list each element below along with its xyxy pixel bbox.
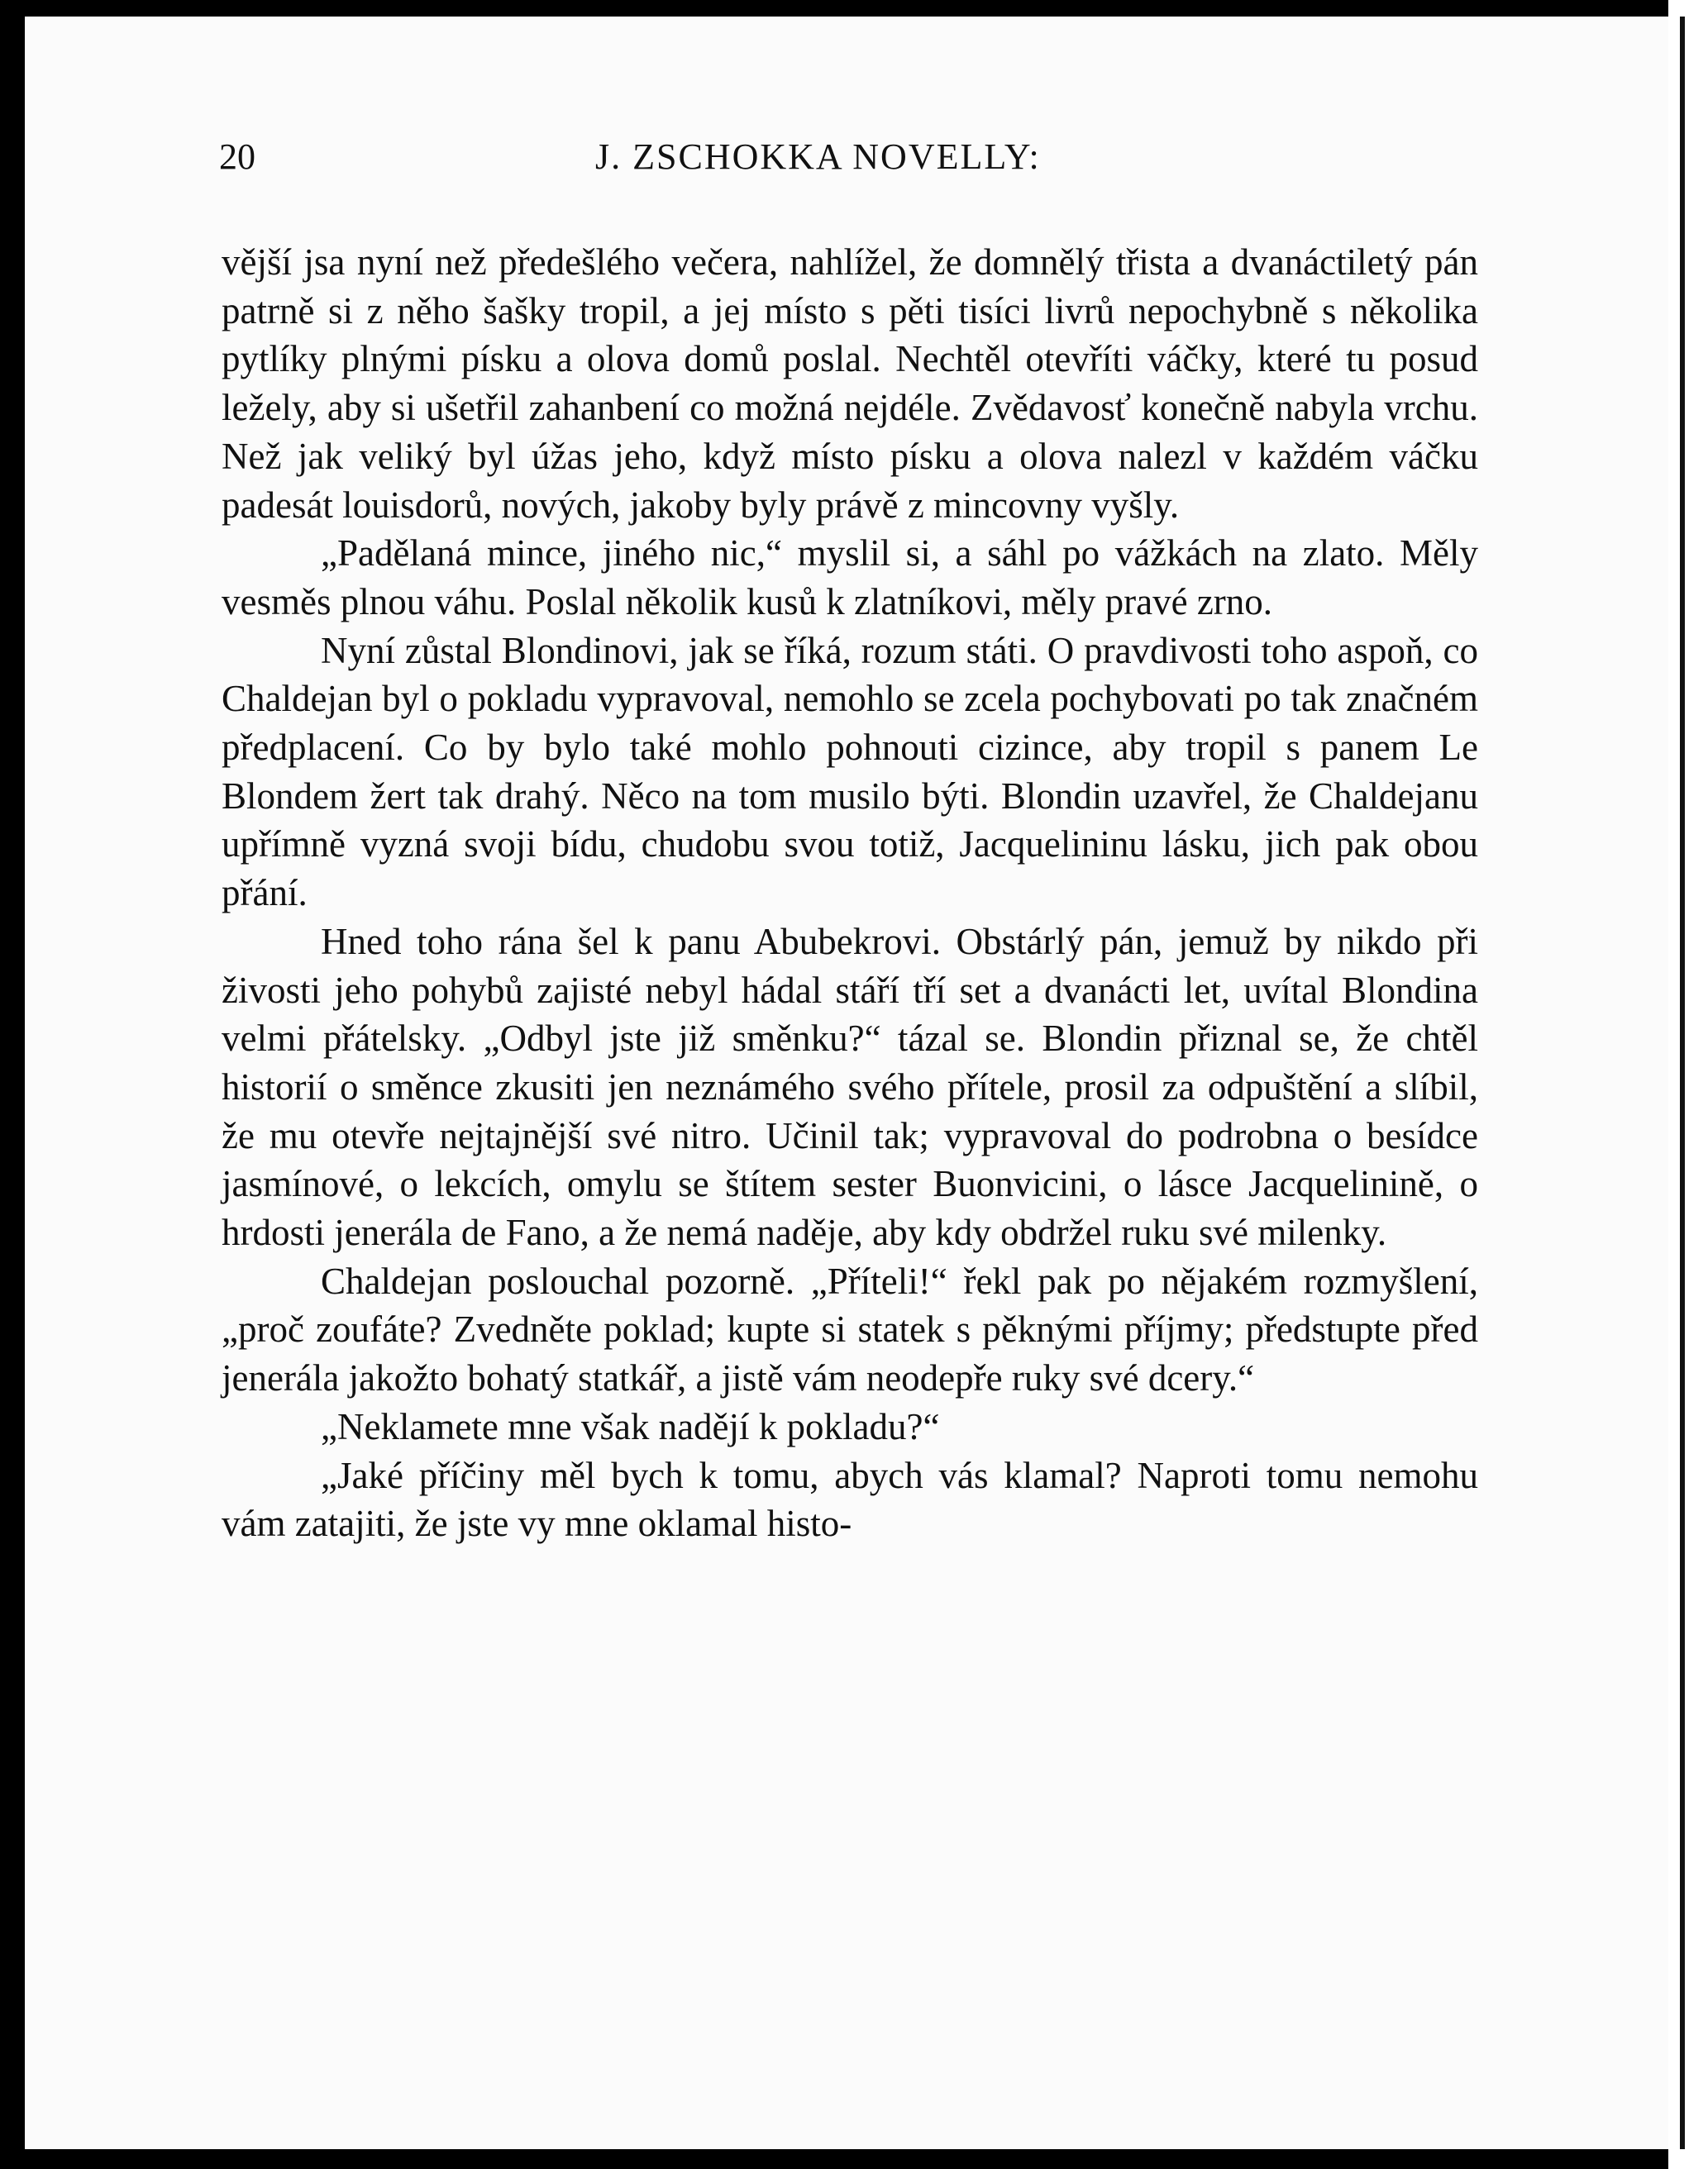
paragraph: „Jaké příčiny měl bych k tomu, abych vás klamal? Naproti tomu nemohu vám zatajiti, že jste vy mne oklamal histo- [222, 1454, 1478, 1545]
book-spine-edge [1668, 0, 1708, 2169]
paragraph: Nyní zůstal Blondinovi, jak se říká, rozum státi. O pravdivosti toho aspoň, co Chaldejan byl o pokladu vypravoval, nemohlo se zcela pochybovati po tak značném předplacení. Co by bylo také mohlo pohnouti cizince, aby tropil s panem Le Blondem žert tak drahý. Něco na tom musilo býti. Blondin uzavřel, že Chaldejanu upřímně vyzná svoji bídu, chudobu svou totiž, Jacquelininu lásku, jich pak obou přání. [222, 629, 1478, 914]
running-title: J. ZSCHOKKA NOVELLY: [595, 136, 1041, 177]
spine-shadow-line [1680, 17, 1685, 2149]
body-text [222, 238, 1478, 1548]
paragraph: Hned toho rána šel k panu Abubekrovi. Obstárlý pán, jemuž by nikdo při živosti jeho pohybů zajisté nebyl hádal stáří tří set a dvanácti let, uvítal Blondina velmi přátelsky. „Odbyl jste již směnku?“ tázal se. Blondin přiznal se, že chtěl historií o směnce zkusiti jen neznámého svého přítele, prosil za odpuštění a slíbil, že mu otevře nejtajnější své nitro. Učinil tak; vypravoval do podrobna o besídce jasmínové, o lekcích, omylu se štítem sester Buonvicini, o lásce Jacquelinině, o hrdosti jenerála de Fano, a že nemá naděje, aby kdy obdržel ruku své milenky. [222, 920, 1478, 1254]
paragraph: Chaldejan poslouchal pozorně. „Příteli!“ řekl pak po nějakém rozmyšlení, „proč zoufáte? Zvedněte poklad; kupte si statek s pěknými příjmy; předstupte před jenerála jakožto bohatý statkář, a jistě vám neodepře ruky své dcery.“ [222, 1260, 1478, 1399]
paragraph: vější jsa nyní než předešlého večera, nahlížel, že domnělý třista a dvanáctiletý pán patrně si z něho šašky tropil, a jej místo s pěti tisíci livrů nepochybně s několika pytlíky plnými písku a olova domů poslal. Nechtěl otevříti váčky, které tu posud ležely, aby si ušetřil zahanbení co možná nejdéle. Zvědavosť konečně nabyla vrchu. Než jak veliký byl úžas jeho, když místo písku a olova nalezl v každém váčku padesát louisdorů, nových, jakoby byly právě z mincovny vyšly. [222, 241, 1478, 526]
paragraph: „Neklamete mne však nadějí k pokladu?“ [321, 1405, 940, 1447]
paragraph: „Padělaná mince, jiného nic,“ myslil si, a sáhl po vážkách na zlato. Měly vesměs plnou váhu. Poslal několik kusů k zlatníkovi, měly pravé zrno. [222, 532, 1478, 622]
running-header [0, 136, 1708, 185]
page-number: 20 [219, 136, 255, 177]
